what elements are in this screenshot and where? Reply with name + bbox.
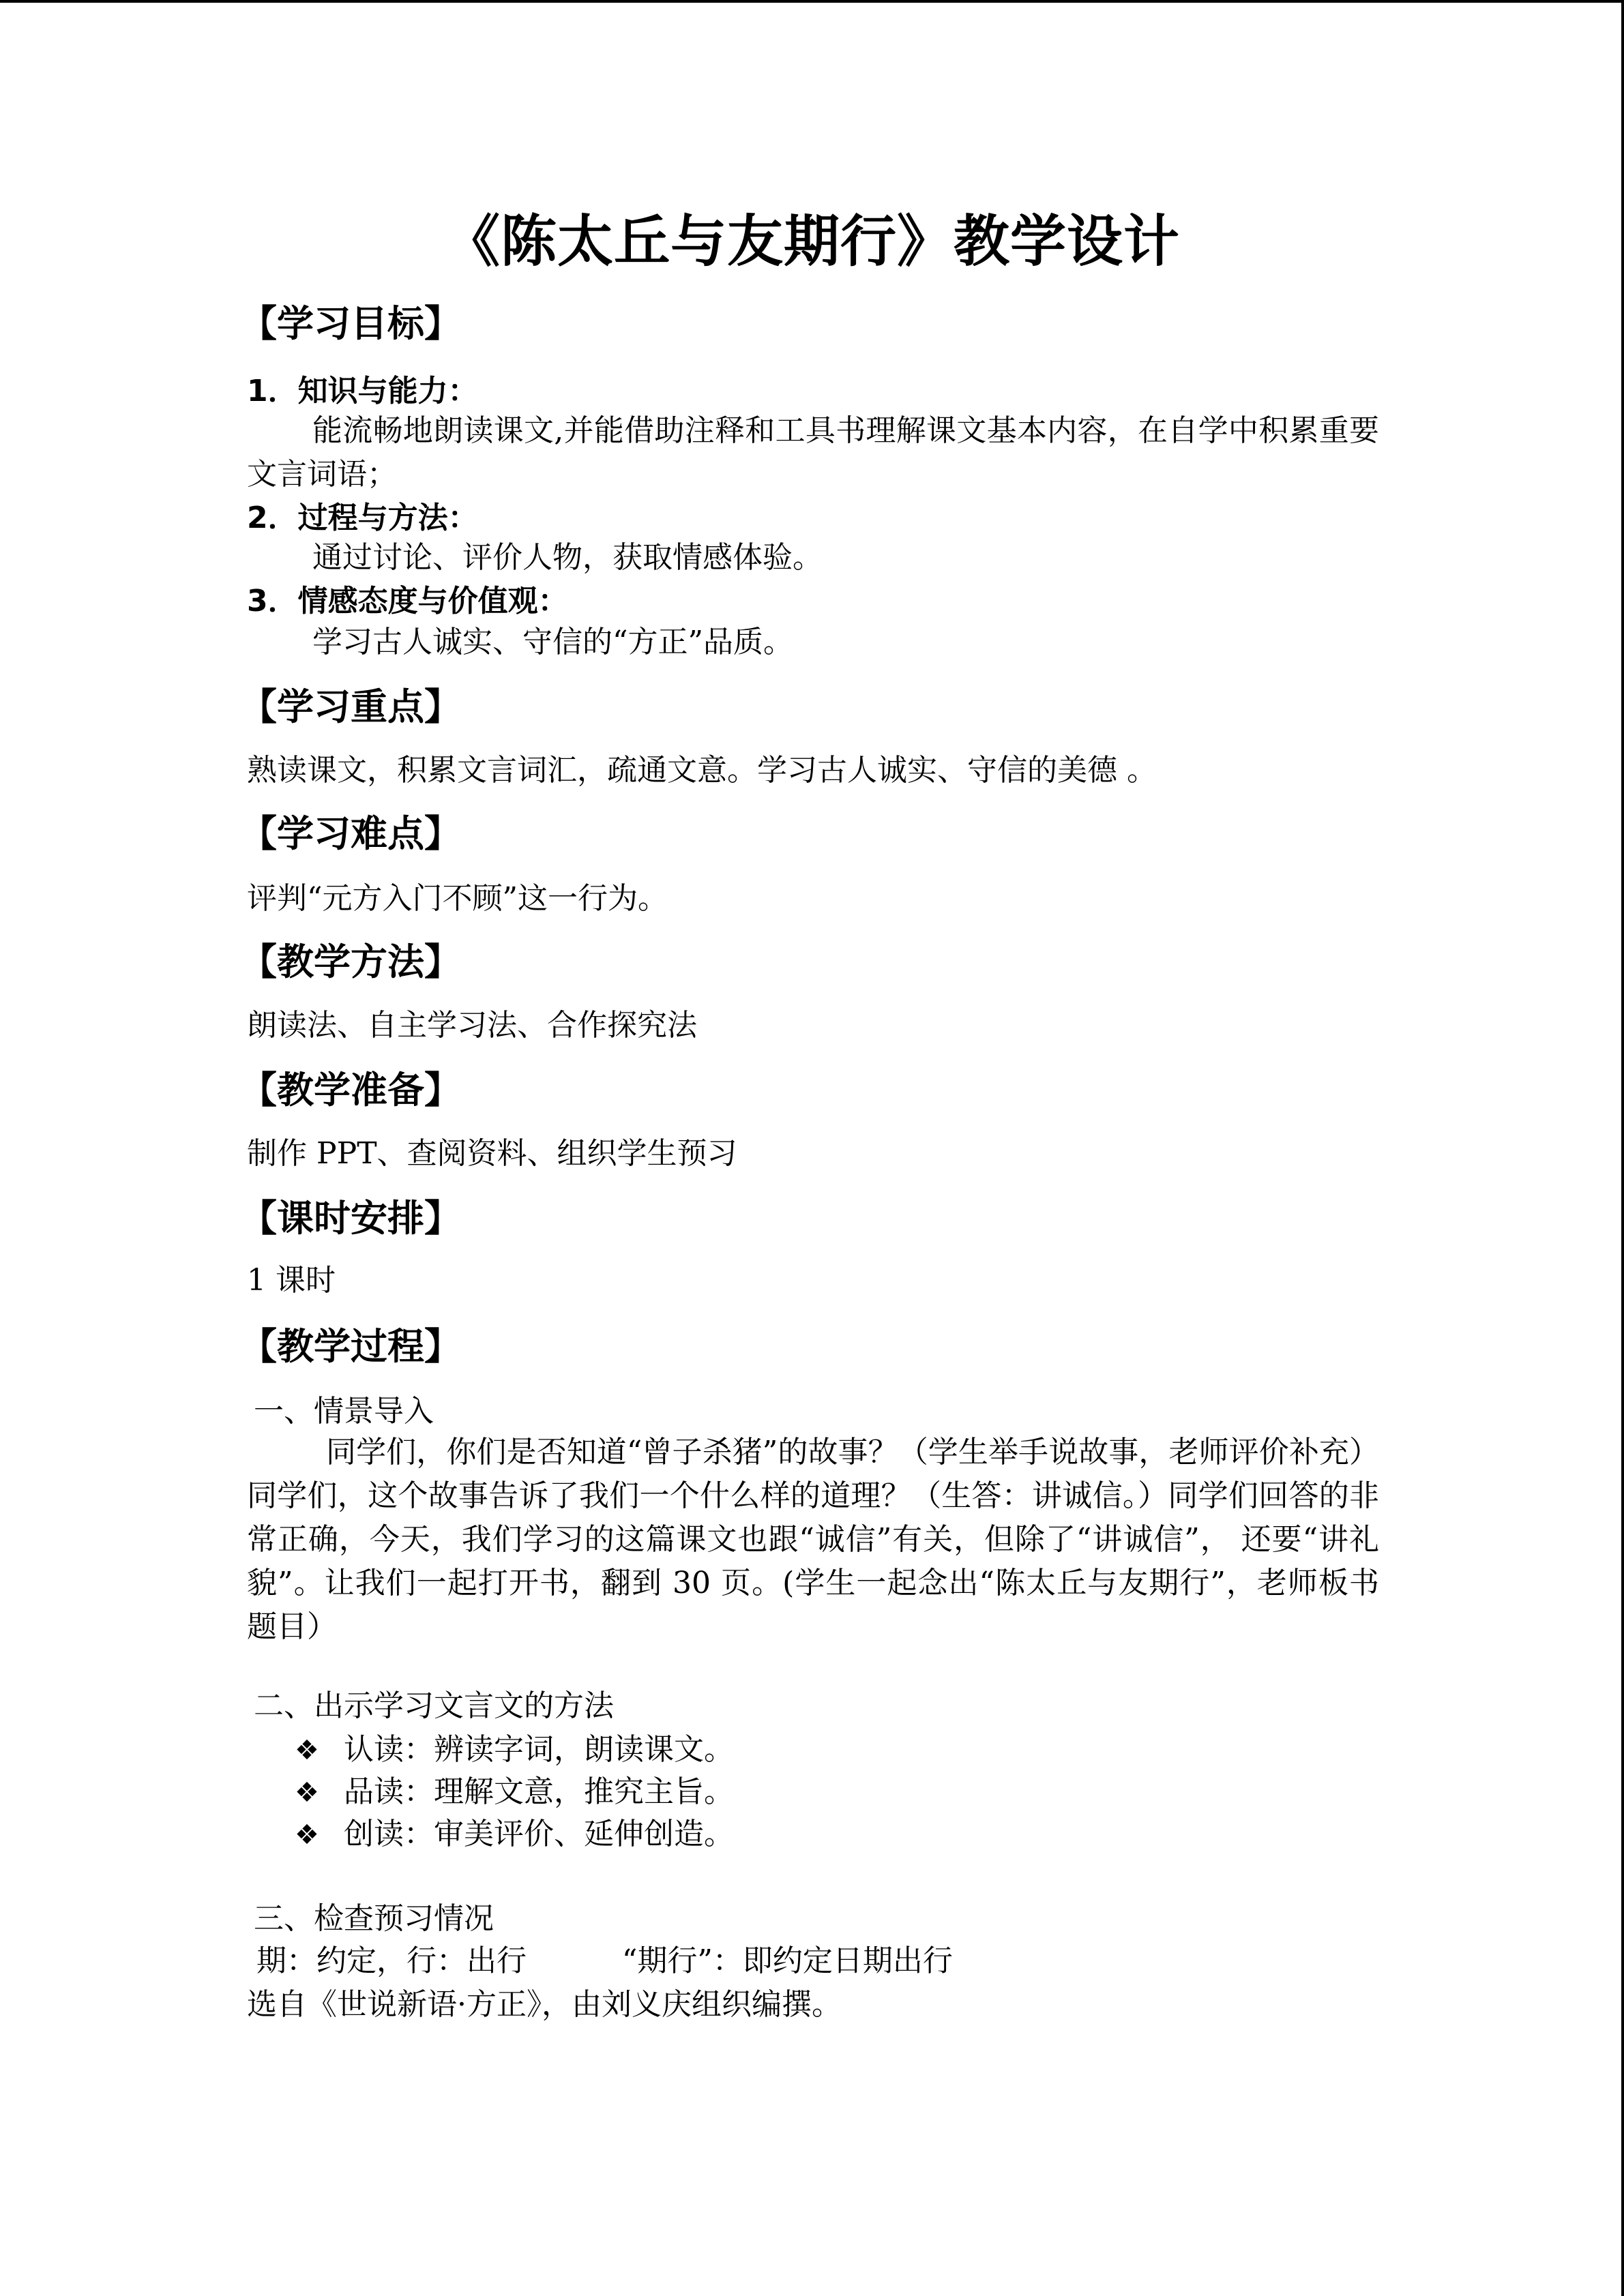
method-bullet-2: ❖ 品读：理解文意，推究主旨。: [295, 1770, 734, 1815]
heading-schedule: 【课时安排】: [240, 1197, 461, 1240]
method-bullet-3: ❖ 创读：审美评价、延伸创造。: [295, 1813, 734, 1857]
heading-preparation: 【教学准备】: [240, 1069, 461, 1112]
bullet-diamond-icon: ❖: [295, 1819, 319, 1851]
objective-2-text: 通过讨论、评价人物，获取情感体验。: [312, 540, 823, 575]
preparation-text: 制作 PPT、查阅资料、组织学生预习: [247, 1136, 737, 1171]
process-step3-line2: 选自《世说新语·方正》，由刘义庆组织编撰。: [247, 1987, 842, 2022]
objective-1-label: 1．知识与能力：: [247, 374, 478, 408]
heading-process: 【教学过程】: [240, 1325, 461, 1368]
methods-text: 朗读法、自主学习法、合作探究法: [247, 1008, 697, 1043]
heading-difficulties: 【学习难点】: [240, 812, 461, 855]
method-bullet-1: ❖ 认读：辨读字词，朗读课文。: [295, 1728, 734, 1772]
process-step2-title: 二、出示学习文言文的方法: [254, 1688, 614, 1723]
process-step1-text: 同学们，你们是否知道“曾子杀猪”的故事？（学生举手说故事，老师评价补充）同学们，这个故事告诉了我们一个什么样的道理？（生答：讲诚信。）同学们回答的非常正确，今天，我们学习的这篇课文也跟“诚信”有关，但除了“讲诚信”， 还要“讲礼貌”。让我们一起打开书，翻到 30 页。(学生一起念出“陈太丘与友期行”，老师板书题目）: [247, 1435, 1379, 1644]
document-title: 《陈太丘与友期行》教学设计: [443, 209, 1180, 274]
process-step3-line1: 期：约定，行：出行 “期行”：即约定日期出行: [256, 1943, 953, 1978]
objective-2-label: 2．过程与方法：: [247, 501, 478, 535]
page-border-top: [0, 0, 1624, 3]
page-border-right: [1621, 0, 1624, 2296]
process-step3-title: 三、检查预习情况: [254, 1901, 494, 1936]
heading-objectives: 【学习目标】: [240, 302, 461, 345]
process-step1-title: 一、情景导入: [254, 1394, 434, 1429]
schedule-text: 1 课时: [247, 1263, 336, 1298]
objective-1-text: 能流畅地朗读课文,并能借助注释和工具书理解课文基本内容，在自学中积累重要文言词语；: [247, 413, 1379, 492]
bullet-diamond-icon: ❖: [295, 1777, 319, 1808]
key-points-text: 熟读课文，积累文言词汇，疏通文意。学习古人诚实、守信的美德 。: [247, 753, 1157, 788]
heading-key-points: 【学习重点】: [240, 685, 461, 728]
objective-3-text: 学习古人诚实、守信的“方正”品质。: [312, 625, 793, 659]
bullet-diamond-icon: ❖: [295, 1735, 319, 1766]
objective-3-label: 3．情感态度与价值观：: [247, 584, 568, 618]
heading-methods: 【教学方法】: [240, 940, 461, 983]
difficulties-text: 评判“元方入门不顾”这一行为。: [247, 881, 668, 916]
